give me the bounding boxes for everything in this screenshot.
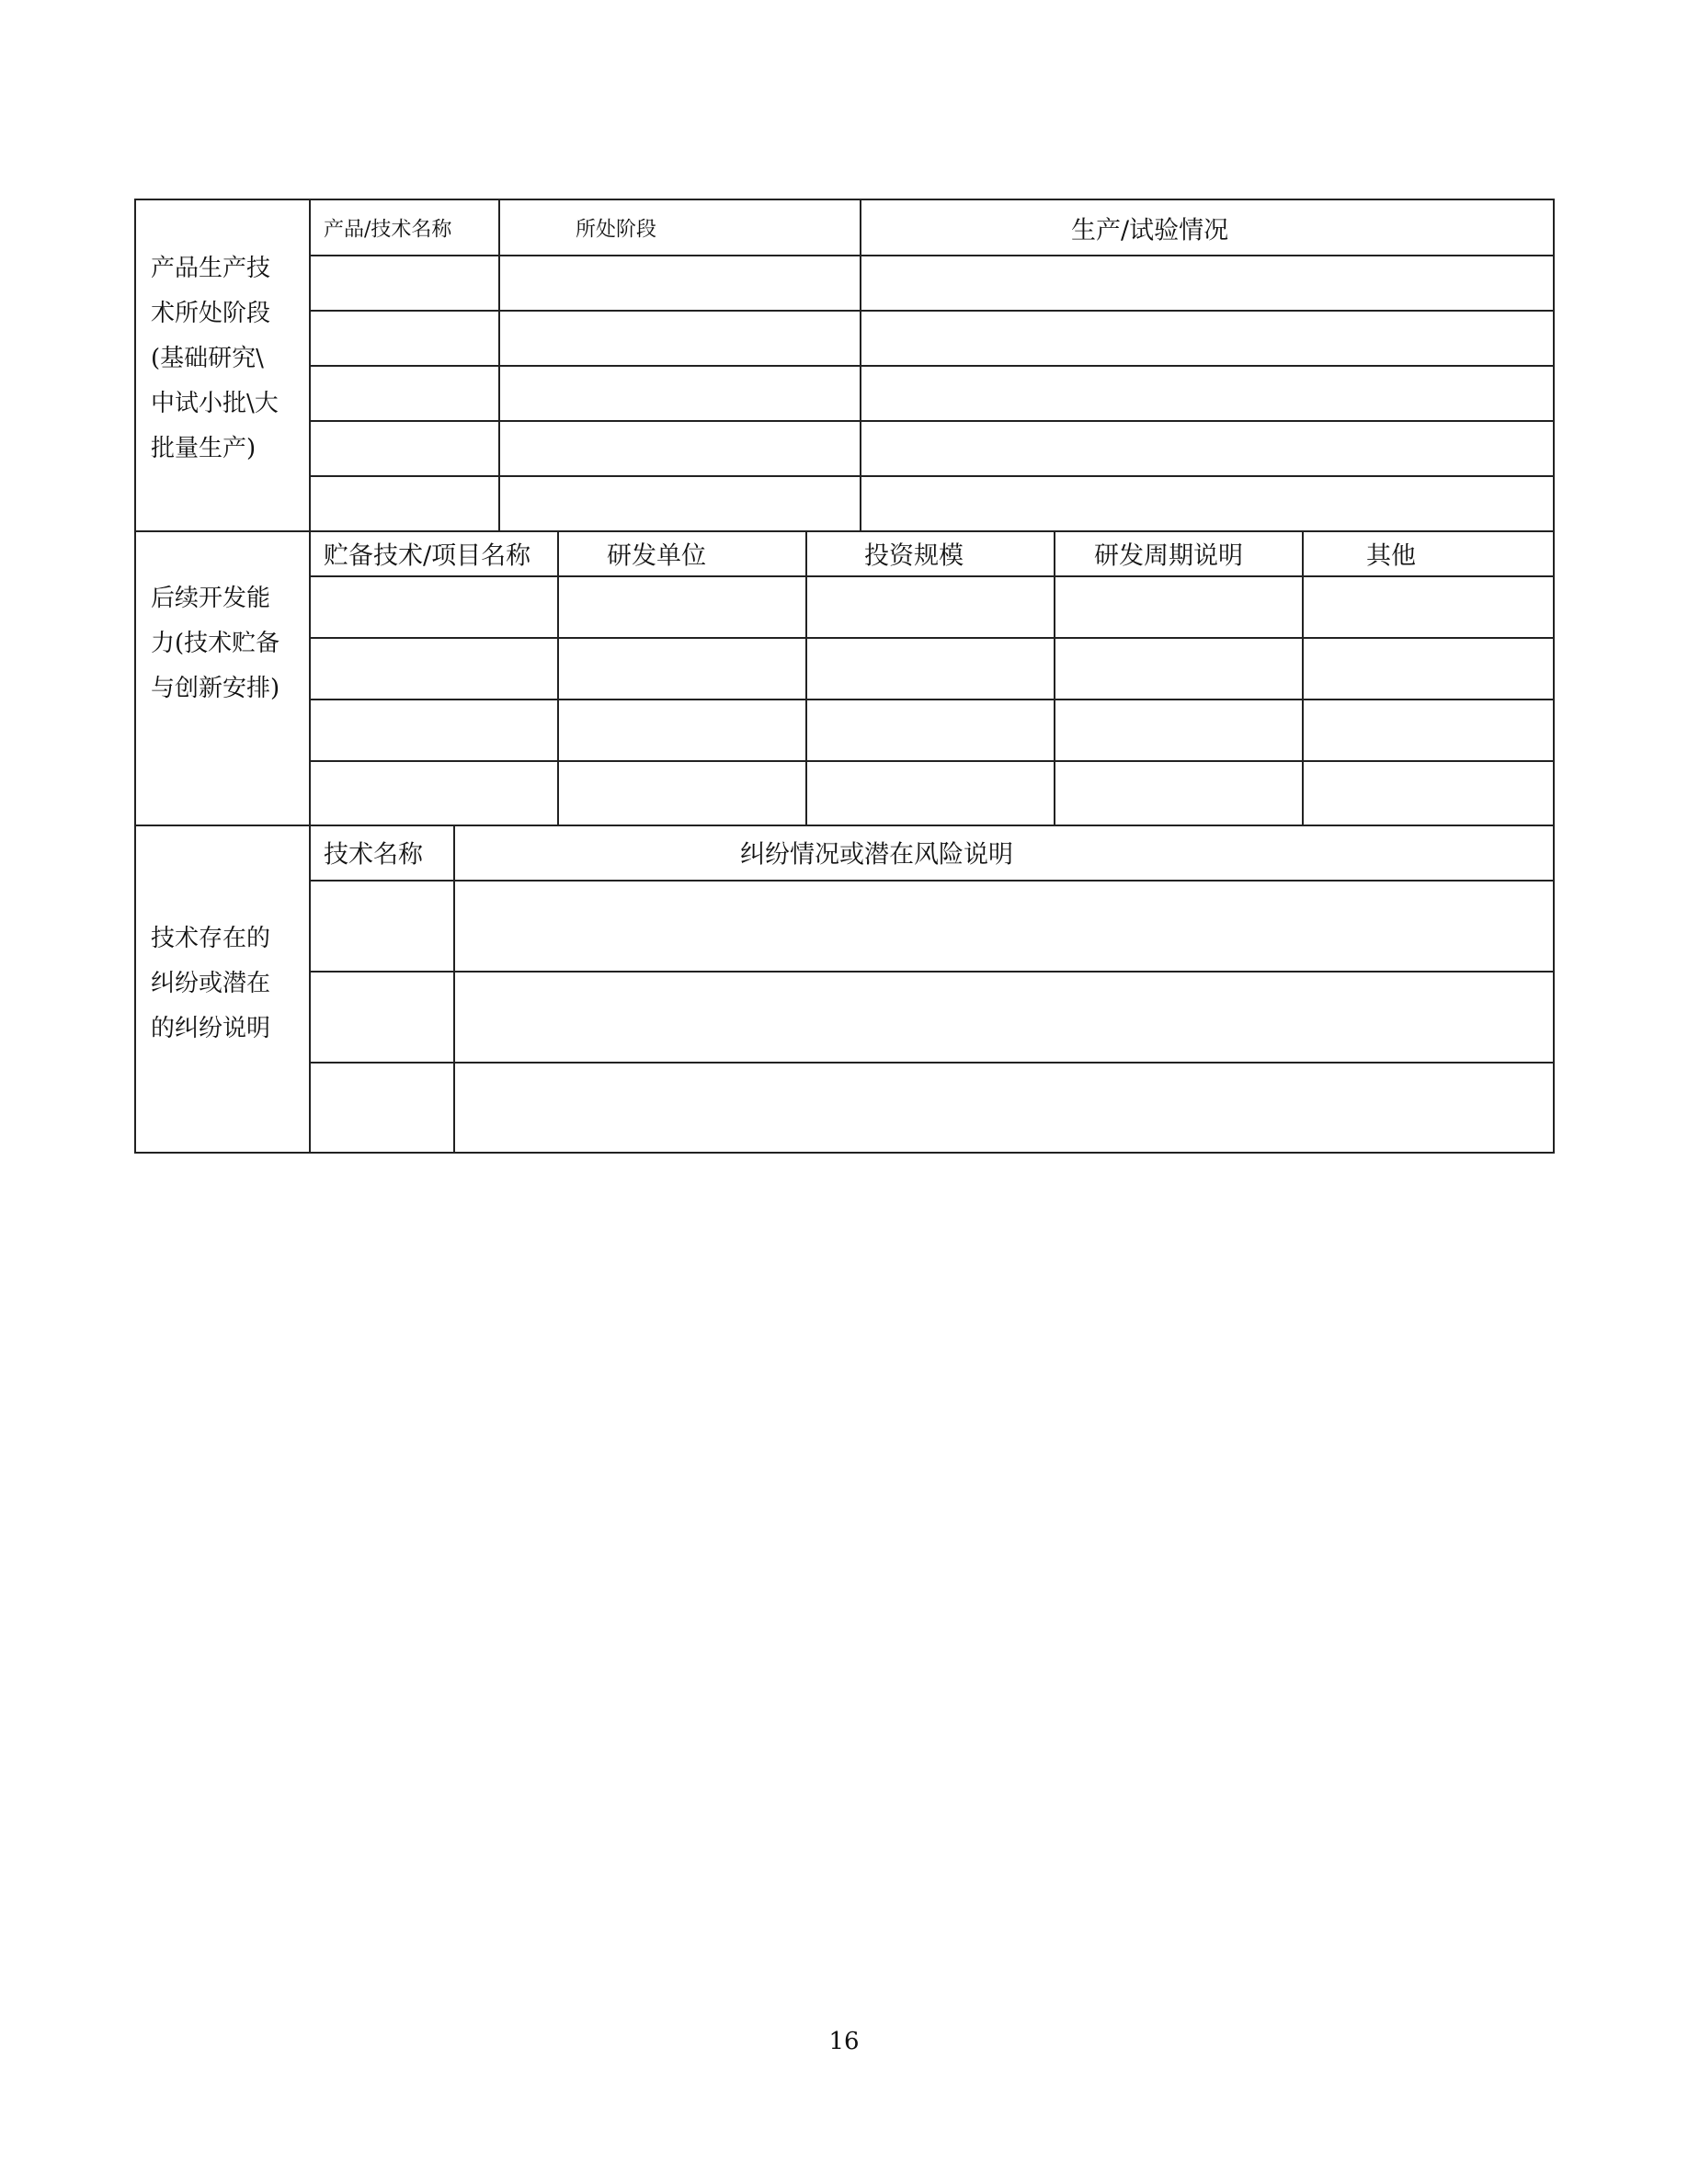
- section2-row2-cell[interactable]: [309, 637, 559, 700]
- section1-row5-status-cell[interactable]: [860, 475, 1555, 532]
- section3-label-line: 的纠纷说明: [151, 1015, 271, 1042]
- section2-row1-cell[interactable]: [805, 575, 1055, 639]
- section2-label-line: 后续开发能: [151, 585, 271, 612]
- section2-header-unit: 研发单位: [607, 541, 706, 570]
- section2-row4-cell[interactable]: [557, 760, 807, 826]
- section2-row2-cell[interactable]: [1054, 637, 1304, 700]
- section3-row3-name-cell[interactable]: [309, 1062, 455, 1152]
- section3-header-name-cell: [309, 825, 455, 882]
- section1-header-name: 产品/技术名称: [324, 218, 452, 241]
- technology-form-table: [134, 199, 1555, 1154]
- section2-row3-cell[interactable]: [557, 699, 807, 762]
- section2-row3-cell[interactable]: [309, 699, 559, 762]
- section2-row3-cell[interactable]: [805, 699, 1055, 762]
- section2-header-other: 其他: [1366, 541, 1416, 570]
- section1-label-line: 批量生产): [151, 435, 257, 462]
- section1-row4-name-cell[interactable]: [309, 420, 500, 477]
- section3-header-desc-cell: [453, 825, 1555, 882]
- section2-row4-cell[interactable]: [309, 760, 559, 826]
- section1-row2-name-cell[interactable]: [309, 310, 500, 367]
- section1-label-line: 术所处阶段: [151, 300, 271, 327]
- section1-label-line: 中试小批\大: [151, 390, 279, 417]
- section2-row4-cell[interactable]: [805, 760, 1055, 826]
- section3-header-desc: 纠纷情况或潜在风险说明: [740, 840, 1013, 870]
- section3-row1-name-cell[interactable]: [309, 880, 455, 973]
- section2-header-unit-cell: [557, 530, 807, 577]
- section1-row3-name-cell[interactable]: [309, 365, 500, 422]
- section2-row1-cell[interactable]: [1054, 575, 1304, 639]
- section1-label: [151, 246, 298, 472]
- section2-row4-cell[interactable]: [1302, 760, 1555, 826]
- section1-row1-stage-cell[interactable]: [498, 255, 861, 312]
- section1-label-line: 产品生产技: [151, 255, 271, 282]
- section3-row2-desc-cell[interactable]: [453, 971, 1555, 1064]
- section2-row2-cell[interactable]: [805, 637, 1055, 700]
- section1-row1-status-cell[interactable]: [860, 255, 1555, 312]
- section2-header-cycle-cell: [1054, 530, 1304, 577]
- section1-row4-stage-cell[interactable]: [498, 420, 861, 477]
- section1-label-line: (基础研究\: [151, 345, 264, 372]
- section2-row1-cell[interactable]: [557, 575, 807, 639]
- section2-header-scale: 投资规模: [864, 541, 964, 570]
- section2-header-cycle: 研发周期说明: [1094, 541, 1243, 570]
- section3-header-name: 技术名称: [324, 840, 423, 870]
- section1-header-stage-cell: [498, 200, 861, 256]
- section1-header-name-cell: [309, 200, 500, 256]
- section1-row2-stage-cell[interactable]: [498, 310, 861, 367]
- section1-row2-status-cell[interactable]: [860, 310, 1555, 367]
- section2-row3-cell[interactable]: [1054, 699, 1304, 762]
- section1-row5-stage-cell[interactable]: [498, 475, 861, 532]
- section2-row4-cell[interactable]: [1054, 760, 1304, 826]
- section2-label-cell: [136, 530, 311, 826]
- section1-row5-name-cell[interactable]: [309, 475, 500, 532]
- section2-label: [151, 576, 298, 711]
- section2-row1-cell[interactable]: [1302, 575, 1555, 639]
- section1-row1-name-cell[interactable]: [309, 255, 500, 312]
- section1-label-cell: [136, 200, 311, 532]
- section2-row2-cell[interactable]: [1302, 637, 1555, 700]
- section3-label-line: 技术存在的: [151, 925, 271, 952]
- section3-label-line: 纠纷或潜在: [151, 970, 271, 997]
- section2-label-line: 力(技术贮备: [151, 630, 280, 657]
- section2-header-scale-cell: [805, 530, 1055, 577]
- section3-row3-desc-cell[interactable]: [453, 1062, 1555, 1152]
- section2-header-name: 贮备技术/项目名称: [324, 541, 531, 570]
- section1-row4-status-cell[interactable]: [860, 420, 1555, 477]
- section2-header-name-cell: [309, 530, 559, 577]
- section3-label-cell: [136, 825, 311, 1154]
- section3-label: [151, 916, 298, 1052]
- section1-row3-stage-cell[interactable]: [498, 365, 861, 422]
- section2-row1-cell[interactable]: [309, 575, 559, 639]
- section3-row1-desc-cell[interactable]: [453, 880, 1555, 973]
- page-number: 16: [828, 2028, 860, 2055]
- section1-header-stage: 所处阶段: [576, 218, 657, 241]
- section2-row2-cell[interactable]: [557, 637, 807, 700]
- section2-label-line: 与创新安排): [151, 675, 280, 702]
- section2-row3-cell[interactable]: [1302, 699, 1555, 762]
- section1-header-status-cell: [860, 200, 1555, 256]
- section1-row3-status-cell[interactable]: [860, 365, 1555, 422]
- section2-header-other-cell: [1302, 530, 1555, 577]
- section3-row2-name-cell[interactable]: [309, 971, 455, 1064]
- section1-header-status: 生产/试验情况: [1071, 216, 1229, 245]
